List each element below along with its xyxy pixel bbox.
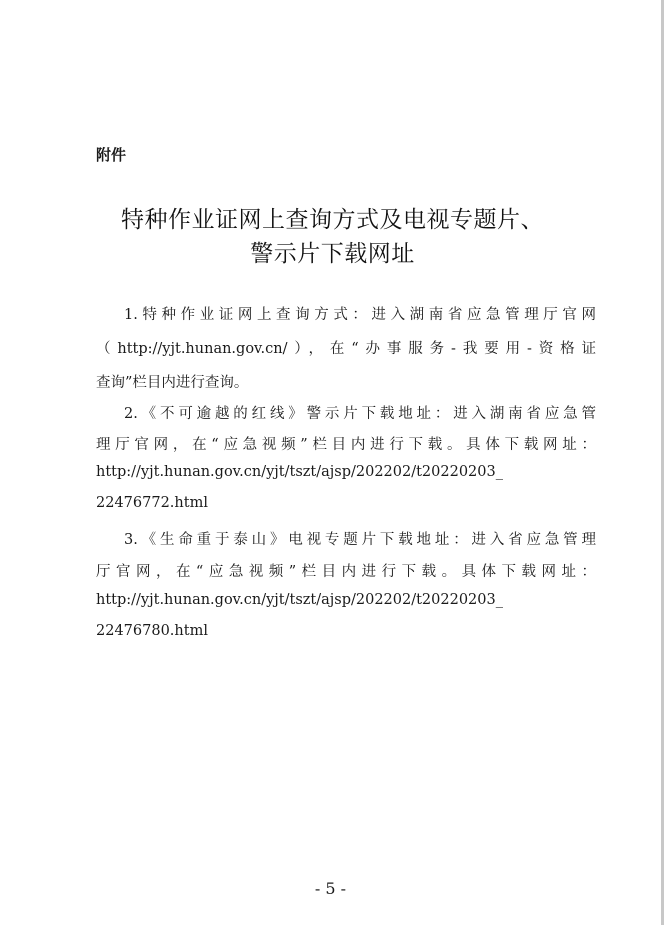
- paragraph-1-line-3: 查询”栏目内进行查询。: [96, 375, 249, 391]
- paragraph-1-line-2: （http://yjt.hunan.gov.cn/），在“办事服务-我要用-资格证: [96, 341, 596, 357]
- document-title-line-1: 特种作业证网上查询方式及电视专题片、: [121, 207, 544, 233]
- paragraph-2-url-line-1: http://yjt.hunan.gov.cn/yjt/tszt/ajsp/202202/t20220203_: [96, 464, 503, 480]
- paragraph-3-line-1: 3.《生命重于泰山》电视专题片下载地址：进入省应急管理: [124, 532, 596, 548]
- document-title-line-2: 警示片下载网址: [250, 241, 415, 267]
- paragraph-2-url-line-2: 22476772.html: [96, 495, 208, 511]
- paragraph-3-url-line-1: http://yjt.hunan.gov.cn/yjt/tszt/ajsp/202202/t20220203_: [96, 592, 503, 608]
- attachment-label: 附件: [96, 146, 127, 164]
- paragraph-1-line-1: 1.特种作业证网上查询方式：进入湖南省应急管理厅官网: [124, 307, 596, 323]
- page-number: - 5 -: [314, 879, 347, 898]
- paragraph-2-line-2: 理厅官网，在“应急视频”栏目内进行下载。具体下载网址：: [96, 437, 596, 453]
- paragraph-2-line-1: 2.《不可逾越的红线》警示片下载地址：进入湖南省应急管: [124, 406, 596, 422]
- paragraph-3-url-line-2: 22476780.html: [96, 623, 208, 639]
- paragraph-3-line-2: 厅官网，在“应急视频”栏目内进行下载。具体下载网址：: [96, 564, 596, 580]
